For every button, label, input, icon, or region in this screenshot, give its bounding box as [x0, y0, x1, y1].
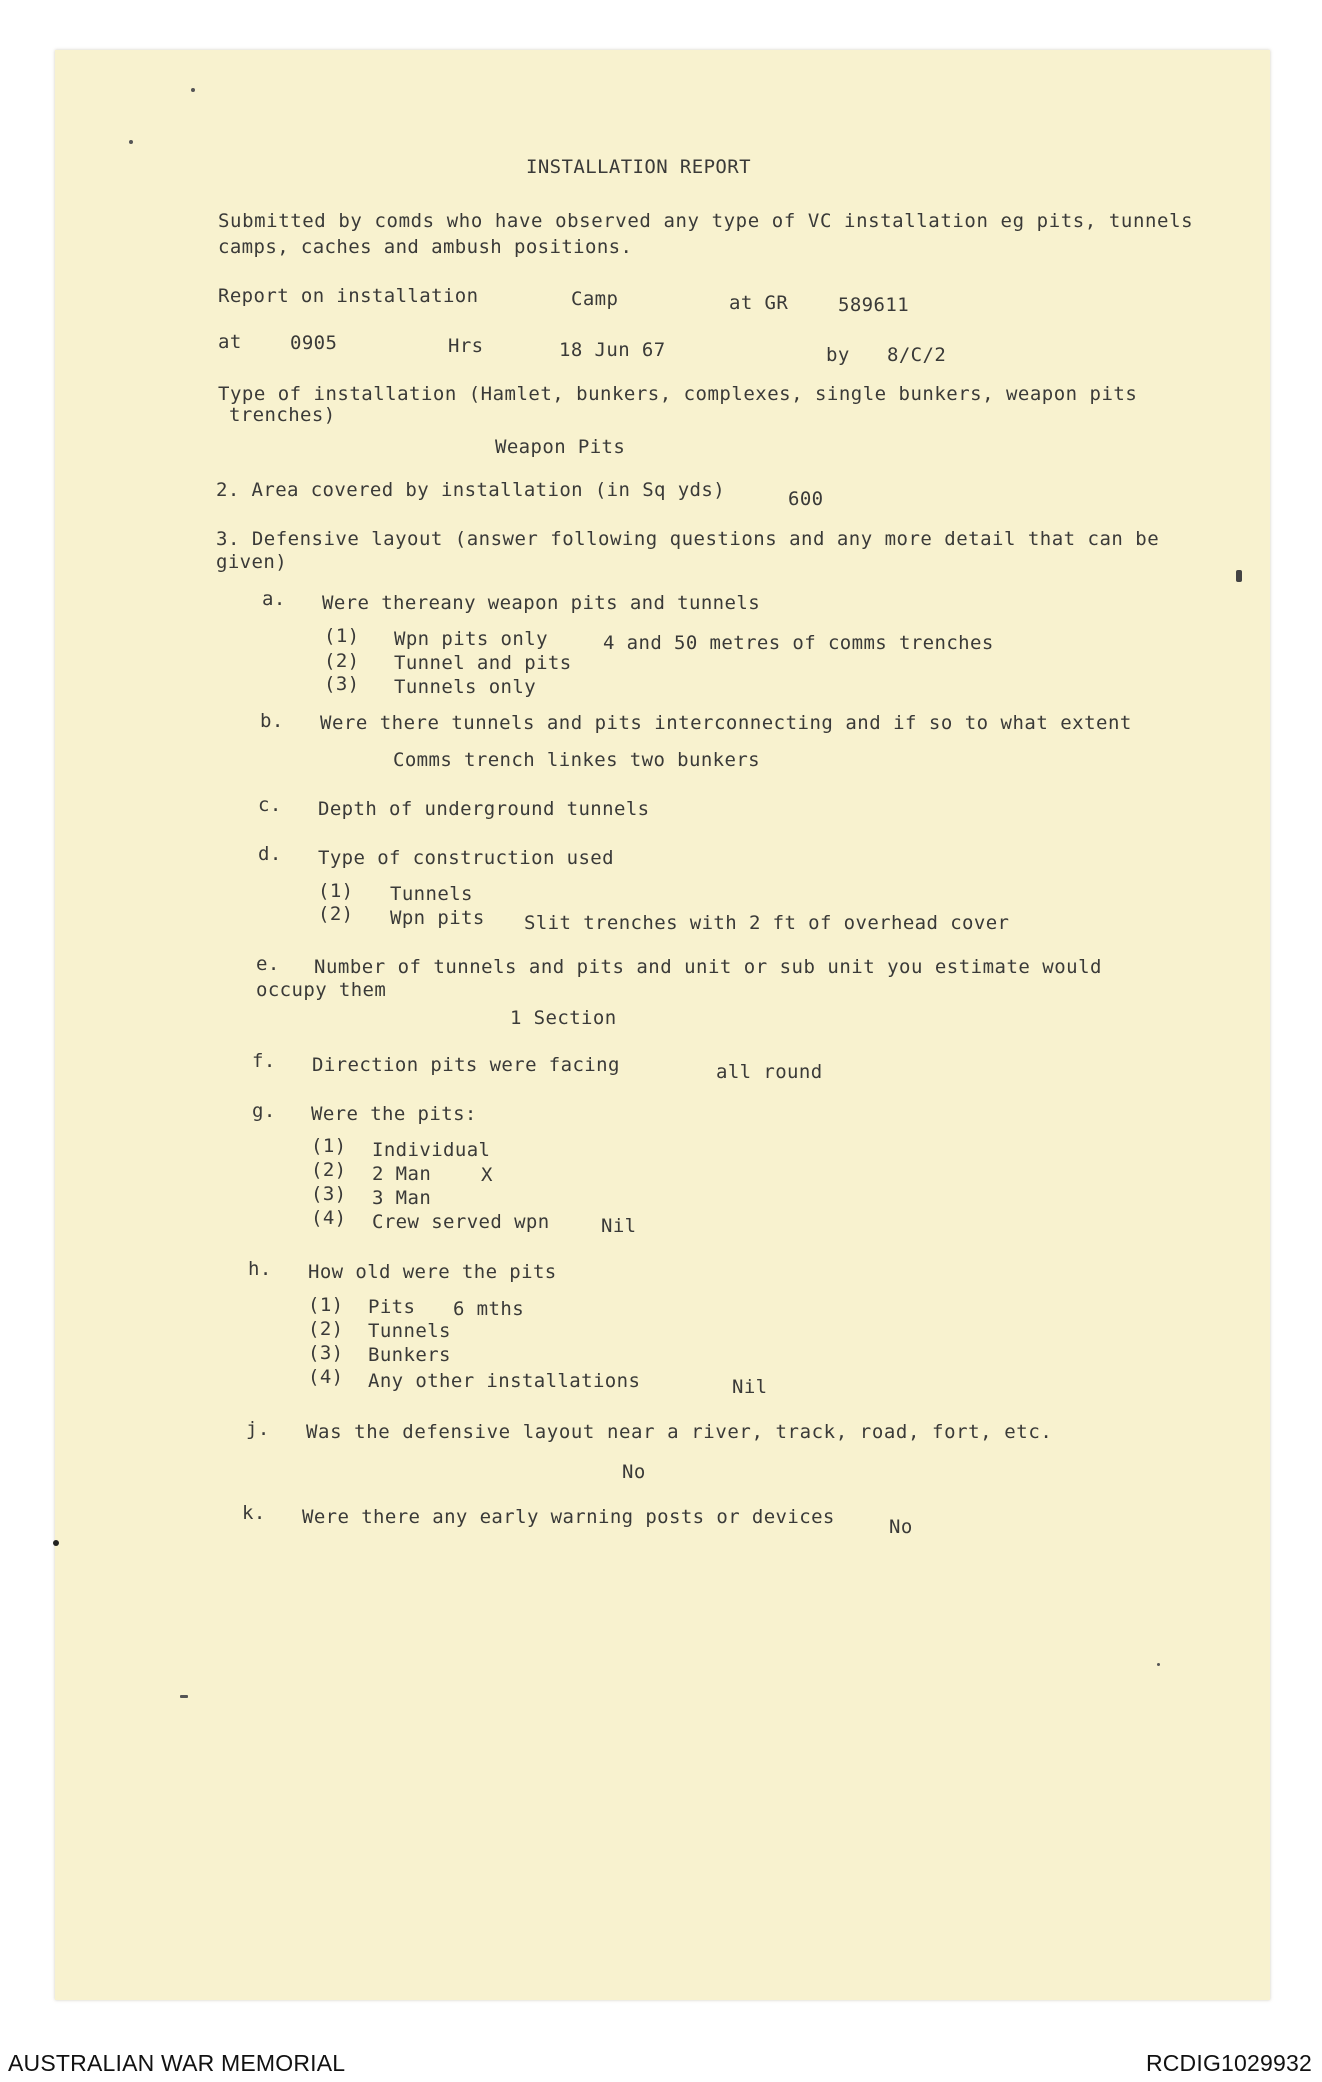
- h4-value: Nil: [732, 1376, 768, 1398]
- question-a-letter: a.: [262, 588, 286, 610]
- report-title: INSTALLATION REPORT: [526, 156, 751, 178]
- report-on-label: Report on installation: [218, 285, 479, 307]
- question-k-letter: k.: [242, 1502, 266, 1524]
- h1-value: 6 mths: [453, 1298, 525, 1320]
- a1-value: 4 and 50 metres of comms trenches: [603, 632, 994, 654]
- by-value: 8/C/2: [887, 344, 947, 366]
- question-a: Were thereany weapon pits and tunnels: [322, 592, 761, 614]
- b-answer: Comms trench linkes two bunkers: [393, 749, 761, 771]
- a3-text: Tunnels only: [394, 676, 537, 698]
- paper-speck: [129, 140, 133, 144]
- d2-value: Slit trenches with 2 ft of overhead cover: [524, 912, 1010, 934]
- question-f: Direction pits were facing: [312, 1054, 620, 1076]
- defensive-line-1: 3. Defensive layout (answer following questions and any more detail that can be: [216, 528, 1160, 550]
- g4-value: Nil: [601, 1215, 637, 1237]
- defensive-line-2: given): [216, 551, 288, 573]
- type-value: Weapon Pits: [495, 436, 626, 458]
- g2-text: 2 Man: [372, 1163, 432, 1185]
- g3-number: (3): [311, 1183, 347, 1205]
- question-j: Was the defensive layout near a river, track, road, fort, etc.: [306, 1421, 1053, 1443]
- h3-number: (3): [308, 1342, 344, 1364]
- d2-number: (2): [318, 903, 354, 925]
- question-b-letter: b.: [260, 710, 284, 732]
- g3-text: 3 Man: [372, 1187, 432, 1209]
- g4-text: Crew served wpn: [372, 1211, 550, 1233]
- report-on-value: Camp: [571, 288, 619, 310]
- h3-text: Bunkers: [368, 1344, 451, 1366]
- g4-number: (4): [311, 1207, 347, 1229]
- g2-mark: X: [481, 1164, 493, 1186]
- a2-number: (2): [324, 650, 360, 672]
- d1-text: Tunnels: [390, 883, 473, 905]
- question-c: Depth of underground tunnels: [318, 798, 650, 820]
- gr-value: 589611: [838, 294, 910, 316]
- paper-speck: [191, 88, 195, 92]
- a3-number: (3): [324, 673, 360, 695]
- h2-number: (2): [308, 1318, 344, 1340]
- j-answer: No: [622, 1461, 646, 1483]
- footer-left-caption: AUSTRALIAN WAR MEMORIAL: [8, 2050, 346, 2076]
- question-f-letter: f.: [252, 1050, 276, 1072]
- h1-text: Pits: [368, 1296, 416, 1318]
- question-g-letter: g.: [252, 1100, 276, 1122]
- question-h-letter: h.: [248, 1258, 272, 1280]
- question-g: Were the pits:: [311, 1103, 477, 1125]
- type-line-2: trenches): [229, 404, 336, 426]
- h4-text: Any other installations: [368, 1370, 641, 1392]
- g2-number: (2): [311, 1159, 347, 1181]
- type-line-1: Type of installation (Hamlet, bunkers, complexes, single bunkers, weapon pits: [218, 383, 1138, 405]
- a1-text: Wpn pits only: [394, 628, 548, 650]
- question-k: Were there any early warning posts or devices: [302, 1506, 835, 1528]
- a1-number: (1): [324, 625, 360, 647]
- footer-right-caption: RCDIG1029932: [1145, 2050, 1312, 2076]
- e-answer: 1 Section: [510, 1007, 617, 1029]
- question-h: How old were the pits: [308, 1261, 557, 1283]
- question-d: Type of construction used: [318, 847, 614, 869]
- k-answer: No: [889, 1516, 913, 1538]
- question-b: Were there tunnels and pits interconnecting and if so to what extent: [320, 712, 1132, 734]
- at-label: at: [218, 331, 242, 353]
- question-e-letter: e.: [256, 953, 280, 975]
- gr-label: at GR: [729, 292, 789, 314]
- d2-text: Wpn pits: [390, 907, 485, 929]
- h2-text: Tunnels: [368, 1320, 451, 1342]
- question-d-letter: d.: [258, 843, 282, 865]
- h4-number: (4): [308, 1366, 344, 1388]
- question-e-line-2: occupy them: [256, 979, 387, 1001]
- a2-text: Tunnel and pits: [394, 652, 572, 674]
- f-answer: all round: [716, 1061, 823, 1083]
- question-j-letter: j.: [246, 1418, 270, 1440]
- intro-line-2: camps, caches and ambush positions.: [218, 236, 633, 258]
- hrs-label: Hrs: [448, 335, 484, 357]
- area-label: 2. Area covered by installation (in Sq yds): [216, 479, 726, 501]
- h1-number: (1): [308, 1294, 344, 1316]
- g1-number: (1): [311, 1135, 347, 1157]
- paper-speck: [53, 1540, 59, 1546]
- intro-line-1: Submitted by comds who have observed any type of VC installation eg pits, tunnels: [218, 210, 1194, 232]
- question-e-line-1: Number of tunnels and pits and unit or sub unit you estimate would: [314, 956, 1102, 978]
- paper-speck: [1157, 1663, 1160, 1666]
- d1-number: (1): [318, 880, 354, 902]
- date-value: 18 Jun 67: [559, 339, 666, 361]
- area-value: 600: [788, 488, 824, 510]
- paper-speck: [180, 1695, 188, 1698]
- by-label: by: [826, 344, 850, 366]
- time-value: 0905: [290, 332, 338, 354]
- question-c-letter: c.: [258, 794, 282, 816]
- paper-speck: [1236, 570, 1242, 582]
- g1-text: Individual: [372, 1139, 491, 1161]
